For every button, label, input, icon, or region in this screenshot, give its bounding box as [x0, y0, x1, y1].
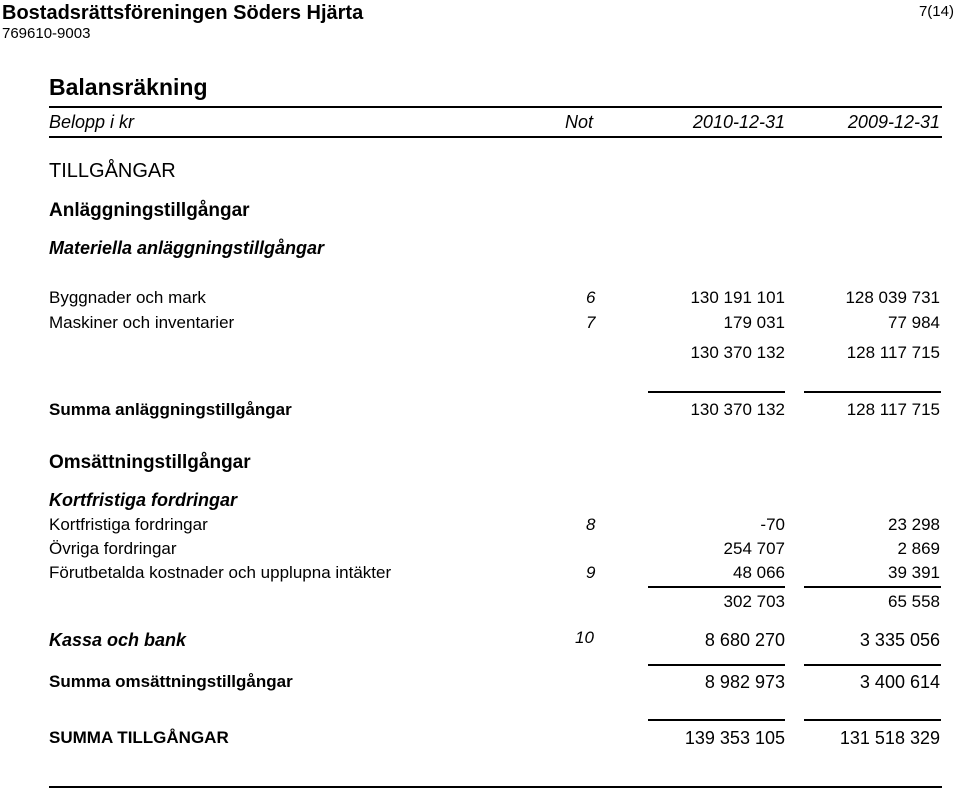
sum-line: [804, 391, 941, 393]
row-label: Byggnader och mark: [49, 288, 206, 307]
row-value-2010: 254 707: [723, 539, 785, 558]
grand-total-label: SUMMA TILLGÅNGAR: [49, 728, 229, 747]
column-header-2009: 2009-12-31: [847, 112, 940, 132]
sum-line: [804, 719, 941, 721]
page-title: Balansräkning: [49, 74, 208, 100]
column-header-2010: 2010-12-31: [692, 112, 785, 132]
subtotal-value-2010: 130 370 132: [690, 343, 785, 362]
row-label: Förutbetalda kostnader och upplupna intäkter: [49, 563, 392, 582]
row-label: Övriga fordringar: [49, 539, 177, 558]
row-label: Kortfristiga fordringar: [49, 515, 208, 534]
row-note: 10: [575, 628, 594, 647]
row-note: 9: [586, 563, 596, 582]
cash-value-2009: 3 335 056: [859, 630, 940, 650]
bottom-rule: [49, 786, 942, 788]
cash-label: Kassa och bank: [49, 630, 187, 650]
header-rule: [49, 136, 942, 138]
sum-line: [804, 586, 941, 588]
organization-name: Bostadsrättsföreningen Söders Hjärta: [2, 2, 364, 24]
section-current-assets: Omsättningstillgångar: [49, 452, 251, 473]
current-assets-total-2009: 3 400 614: [859, 672, 940, 692]
fixed-assets-total-label: Summa anläggningstillgångar: [49, 400, 292, 419]
subtotal-value-2009: 128 117 715: [846, 343, 940, 362]
organization-number: 769610-9003: [2, 25, 91, 42]
fixed-assets-total-2010: 130 370 132: [690, 400, 785, 419]
row-value-2009: 23 298: [888, 515, 940, 534]
current-assets-total-label: Summa omsättningstillgångar: [49, 672, 293, 691]
grand-total-2009: 131 518 329: [839, 728, 940, 748]
sum-line: [804, 664, 941, 666]
section-short-term-receivables: Kortfristiga fordringar: [49, 490, 238, 510]
row-value-2009: 77 984: [888, 313, 940, 332]
row-note: 6: [586, 288, 596, 307]
sum-line: [648, 391, 785, 393]
section-tangible-assets: Materiella anläggningstillgångar: [49, 238, 325, 258]
row-label: Maskiner och inventarier: [49, 313, 235, 332]
fixed-assets-total-2009: 128 117 715: [846, 400, 940, 419]
grand-total-2010: 139 353 105: [684, 728, 785, 748]
sum-line: [648, 664, 785, 666]
row-note: 7: [586, 313, 596, 332]
sum-line: [648, 586, 785, 588]
title-rule: [49, 106, 942, 108]
sum-line: [648, 719, 785, 721]
row-note: 8: [586, 515, 596, 534]
row-value-2010: 179 031: [723, 313, 785, 332]
cash-value-2010: 8 680 270: [704, 630, 785, 650]
section-assets: TILLGÅNGAR: [49, 160, 176, 182]
page-number: 7(14): [918, 3, 954, 20]
row-value-2009: 2 869: [897, 539, 940, 558]
current-assets-total-2010: 8 982 973: [704, 672, 785, 692]
subtotal-value-2009: 65 558: [888, 592, 940, 611]
subtotal-value-2010: 302 703: [723, 592, 785, 611]
section-fixed-assets: Anläggningstillgångar: [49, 200, 250, 221]
row-value-2010: 48 066: [733, 563, 785, 582]
row-value-2009: 128 039 731: [845, 288, 940, 307]
column-header-note: Not: [565, 112, 594, 132]
row-value-2009: 39 391: [888, 563, 940, 582]
row-value-2010: 130 191 101: [690, 288, 785, 307]
row-value-2010: -70: [760, 515, 785, 534]
column-header-label: Belopp i kr: [49, 112, 135, 132]
